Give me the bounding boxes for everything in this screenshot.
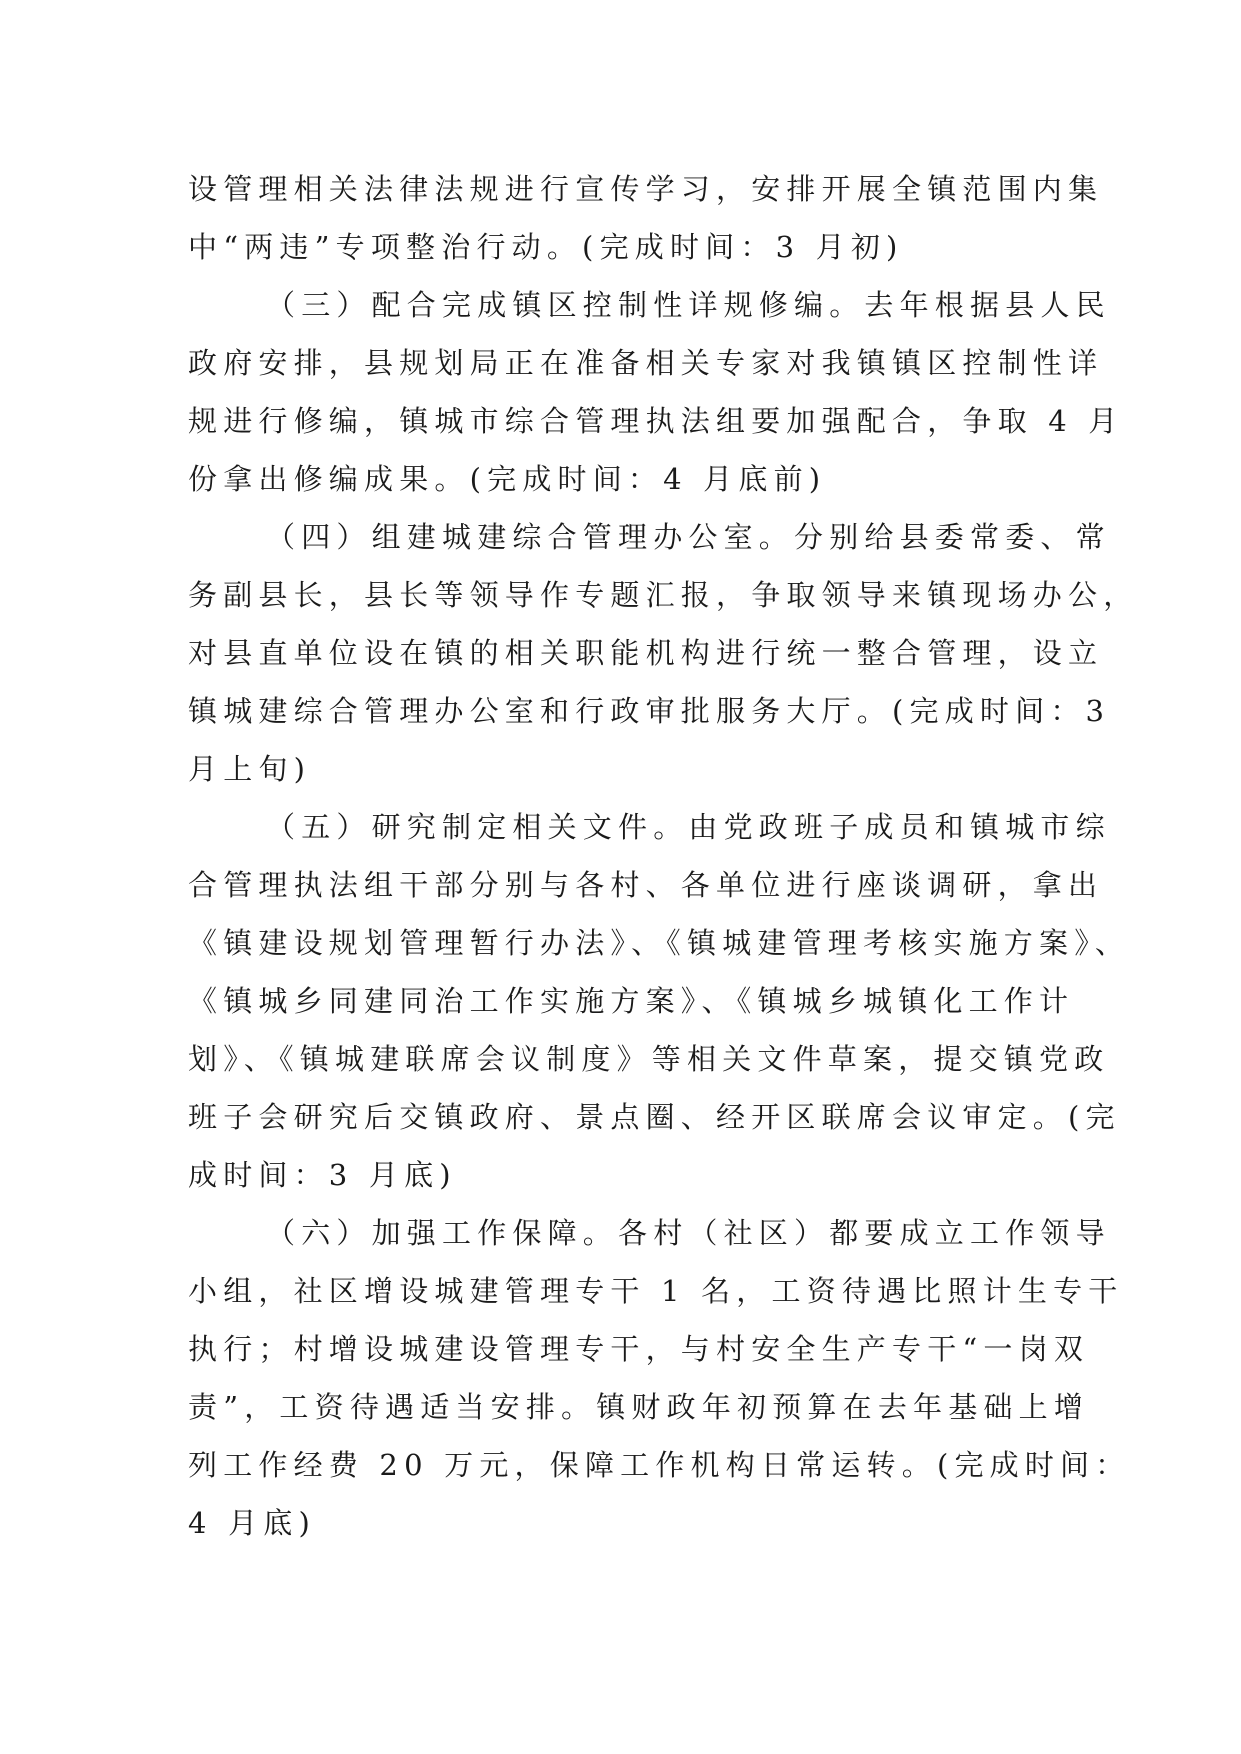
text-line: 务副县长，县长等领导作专题汇报，争取领导来镇现场办公， [188, 578, 1139, 612]
text-line: 成时间：3 月底) [188, 1158, 457, 1192]
text-line: 中“两违”专项整治行动。(完成时间：3 月初) [188, 230, 904, 264]
text-line: 责”，工资待遇适当安排。镇财政年初预算在去年基础上增 [188, 1390, 1090, 1424]
text-line: 列工作经费 20 万元，保障工作机构日常运转。(完成时间： [188, 1448, 1131, 1482]
text-line: 政府安排，县规划局正在准备相关专家对我镇镇区控制性详 [188, 346, 1104, 380]
text-line: 规进行修编，镇城市综合管理执法组要加强配合，争取 4 月 [188, 404, 1124, 438]
text-line: 班子会研究后交镇政府、景点圈、经开区联席会议审定。(完 [188, 1100, 1121, 1134]
text-line: 对县直单位设在镇的相关职能机构进行统一整合管理，设立 [188, 636, 1104, 670]
text-line: 份拿出修编成果。(完成时间：4 月底前) [188, 462, 827, 496]
text-line: 合管理执法组干部分别与各村、各单位进行座谈调研，拿出 [188, 868, 1104, 902]
section-heading-5: （五）研究制定相关文件。由党政班子成员和镇城市综 [266, 810, 1111, 844]
text-line: 设管理相关法律法规进行宣传学习，安排开展全镇范围内集 [188, 172, 1104, 206]
text-line: 月上旬) [188, 752, 312, 786]
text-line: 《镇建设规划管理暂行办法》、《镇城建管理考核实施方案》、 [188, 926, 1131, 960]
text-line: 镇城建综合管理办公室和行政审批服务大厅。(完成时间：3 [188, 694, 1111, 728]
section-heading-6: （六）加强工作保障。各村（社区）都要成立工作领导 [266, 1216, 1111, 1250]
document-body [188, 160, 1139, 1552]
text-line: 划》、《镇城建联席会议制度》等相关文件草案，提交镇党政 [188, 1042, 1110, 1076]
section-heading-4: （四）组建城建综合管理办公室。分别给县委常委、常 [266, 520, 1111, 554]
text-line: 《镇城乡同建同治工作实施方案》、《镇城乡城镇化工作计 [188, 984, 1075, 1018]
section-heading-3: （三）配合完成镇区控制性详规修编。去年根据县人民 [266, 288, 1111, 322]
text-line: 4 月底) [188, 1506, 316, 1540]
text-line: 小组，社区增设城建管理专干 1 名，工资待遇比照计生专干 [188, 1274, 1124, 1308]
text-line: 执行；村增设城建设管理专干，与村安全生产专干“一岗双 [188, 1332, 1090, 1366]
